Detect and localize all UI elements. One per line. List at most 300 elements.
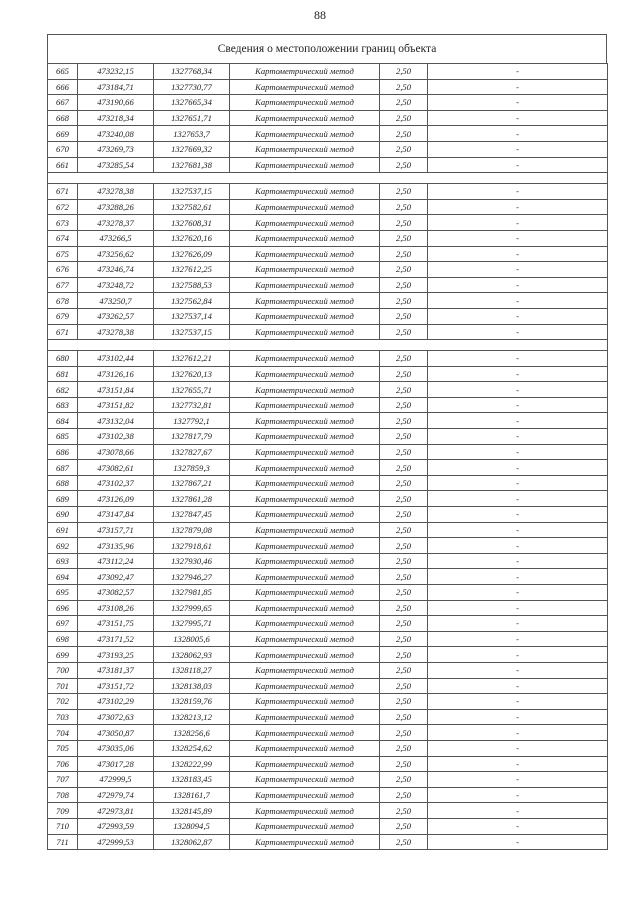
y-coordinate-cell: 1327588,53: [154, 277, 230, 293]
table-row: [48, 507, 608, 523]
table-row: [48, 569, 608, 585]
note-cell: -: [428, 429, 608, 445]
point-number-cell: 674: [48, 230, 78, 246]
x-coordinate-cell: 473151,75: [78, 616, 154, 632]
table-row: [48, 585, 608, 601]
table-row: [48, 475, 608, 491]
group-separator: [48, 173, 608, 184]
y-coordinate-cell: 1328222,99: [154, 756, 230, 772]
point-number-cell: 679: [48, 308, 78, 324]
method-cell: Картометрический метод: [230, 157, 380, 173]
y-coordinate-cell: 1328094,5: [154, 818, 230, 834]
precision-cell: 2,50: [380, 199, 428, 215]
table-row: [48, 324, 608, 340]
precision-cell: 2,50: [380, 64, 428, 80]
x-coordinate-cell: 473181,37: [78, 662, 154, 678]
method-cell: Картометрический метод: [230, 413, 380, 429]
precision-cell: 2,50: [380, 538, 428, 554]
note-cell: -: [428, 756, 608, 772]
note-cell: -: [428, 725, 608, 741]
note-cell: -: [428, 585, 608, 601]
table-row: [48, 351, 608, 367]
y-coordinate-cell: 1327732,81: [154, 397, 230, 413]
table-body: [48, 64, 608, 850]
note-cell: -: [428, 110, 608, 126]
precision-cell: 2,50: [380, 585, 428, 601]
table-row: [48, 600, 608, 616]
y-coordinate-cell: 1328138,03: [154, 678, 230, 694]
table-row: [48, 382, 608, 398]
x-coordinate-cell: 473102,38: [78, 429, 154, 445]
table-row: [48, 413, 608, 429]
point-number-cell: 675: [48, 246, 78, 262]
method-cell: Картометрический метод: [230, 756, 380, 772]
y-coordinate-cell: 1327651,71: [154, 110, 230, 126]
y-coordinate-cell: 1328159,76: [154, 694, 230, 710]
y-coordinate-cell: 1328254,62: [154, 740, 230, 756]
group-separator: [48, 340, 608, 351]
table-row: [48, 293, 608, 309]
precision-cell: 2,50: [380, 553, 428, 569]
y-coordinate-cell: 1328005,6: [154, 631, 230, 647]
point-number-cell: 677: [48, 277, 78, 293]
method-cell: Картометрический метод: [230, 662, 380, 678]
note-cell: -: [428, 569, 608, 585]
table-row: [48, 818, 608, 834]
method-cell: Картометрический метод: [230, 141, 380, 157]
method-cell: Картометрический метод: [230, 397, 380, 413]
y-coordinate-cell: 1327612,25: [154, 262, 230, 278]
y-coordinate-cell: 1327847,45: [154, 507, 230, 523]
table-row: [48, 429, 608, 445]
precision-cell: 2,50: [380, 616, 428, 632]
table-row: [48, 647, 608, 663]
precision-cell: 2,50: [380, 444, 428, 460]
table-row: [48, 553, 608, 569]
x-coordinate-cell: 473151,72: [78, 678, 154, 694]
precision-cell: 2,50: [380, 141, 428, 157]
note-cell: -: [428, 522, 608, 538]
point-number-cell: 689: [48, 491, 78, 507]
precision-cell: 2,50: [380, 277, 428, 293]
x-coordinate-cell: 473035,06: [78, 740, 154, 756]
y-coordinate-cell: 1327655,71: [154, 382, 230, 398]
method-cell: Картометрический метод: [230, 538, 380, 554]
precision-cell: 2,50: [380, 631, 428, 647]
method-cell: Картометрический метод: [230, 324, 380, 340]
note-cell: -: [428, 324, 608, 340]
point-number-cell: 691: [48, 522, 78, 538]
point-number-cell: 684: [48, 413, 78, 429]
x-coordinate-cell: 473278,38: [78, 184, 154, 200]
precision-cell: 2,50: [380, 429, 428, 445]
note-cell: -: [428, 157, 608, 173]
method-cell: Картометрический метод: [230, 631, 380, 647]
x-coordinate-cell: 473266,5: [78, 230, 154, 246]
method-cell: Картометрический метод: [230, 230, 380, 246]
precision-cell: 2,50: [380, 522, 428, 538]
note-cell: -: [428, 382, 608, 398]
note-cell: -: [428, 397, 608, 413]
method-cell: Картометрический метод: [230, 647, 380, 663]
y-coordinate-cell: 1327681,38: [154, 157, 230, 173]
point-number-cell: 695: [48, 585, 78, 601]
precision-cell: 2,50: [380, 600, 428, 616]
method-cell: Картометрический метод: [230, 215, 380, 231]
y-coordinate-cell: 1328118,27: [154, 662, 230, 678]
x-coordinate-cell: 473112,24: [78, 553, 154, 569]
y-coordinate-cell: 1327859,3: [154, 460, 230, 476]
x-coordinate-cell: 473017,28: [78, 756, 154, 772]
point-number-cell: 685: [48, 429, 78, 445]
point-number-cell: 693: [48, 553, 78, 569]
x-coordinate-cell: 473246,74: [78, 262, 154, 278]
point-number-cell: 708: [48, 787, 78, 803]
y-coordinate-cell: 1327608,31: [154, 215, 230, 231]
x-coordinate-cell: 473262,57: [78, 308, 154, 324]
y-coordinate-cell: 1327946,27: [154, 569, 230, 585]
precision-cell: 2,50: [380, 324, 428, 340]
y-coordinate-cell: 1327669,32: [154, 141, 230, 157]
point-number-cell: 666: [48, 79, 78, 95]
x-coordinate-cell: 473126,16: [78, 366, 154, 382]
table-row: [48, 662, 608, 678]
point-number-cell: 700: [48, 662, 78, 678]
precision-cell: 2,50: [380, 413, 428, 429]
y-coordinate-cell: 1327730,77: [154, 79, 230, 95]
precision-cell: 2,50: [380, 475, 428, 491]
table-row: [48, 126, 608, 142]
x-coordinate-cell: 473285,54: [78, 157, 154, 173]
method-cell: Картометрический метод: [230, 678, 380, 694]
table-title: Сведения о местоположении границ объекта: [47, 34, 607, 63]
note-cell: -: [428, 126, 608, 142]
point-number-cell: 702: [48, 694, 78, 710]
precision-cell: 2,50: [380, 569, 428, 585]
method-cell: Картометрический метод: [230, 787, 380, 803]
note-cell: -: [428, 230, 608, 246]
method-cell: Картометрический метод: [230, 725, 380, 741]
precision-cell: 2,50: [380, 491, 428, 507]
x-coordinate-cell: 472999,53: [78, 834, 154, 850]
x-coordinate-cell: 473190,66: [78, 95, 154, 111]
point-number-cell: 680: [48, 351, 78, 367]
table-row: [48, 538, 608, 554]
precision-cell: 2,50: [380, 709, 428, 725]
point-number-cell: 692: [48, 538, 78, 554]
method-cell: Картометрический метод: [230, 308, 380, 324]
point-number-cell: 696: [48, 600, 78, 616]
page-number: 88: [314, 8, 326, 22]
method-cell: Картометрический метод: [230, 351, 380, 367]
y-coordinate-cell: 1328062,87: [154, 834, 230, 850]
point-number-cell: 668: [48, 110, 78, 126]
note-cell: -: [428, 507, 608, 523]
x-coordinate-cell: 473248,72: [78, 277, 154, 293]
method-cell: Картометрический метод: [230, 444, 380, 460]
table-row: [48, 460, 608, 476]
x-coordinate-cell: 473135,96: [78, 538, 154, 554]
point-number-cell: 705: [48, 740, 78, 756]
point-number-cell: 676: [48, 262, 78, 278]
table-row: [48, 64, 608, 80]
x-coordinate-cell: 473092,47: [78, 569, 154, 585]
x-coordinate-cell: 473288,26: [78, 199, 154, 215]
method-cell: Картометрический метод: [230, 600, 380, 616]
note-cell: -: [428, 95, 608, 111]
precision-cell: 2,50: [380, 95, 428, 111]
x-coordinate-cell: 473102,29: [78, 694, 154, 710]
note-cell: -: [428, 366, 608, 382]
note-cell: -: [428, 631, 608, 647]
point-number-cell: 667: [48, 95, 78, 111]
precision-cell: 2,50: [380, 126, 428, 142]
table-row: [48, 694, 608, 710]
table-row: [48, 95, 608, 111]
point-number-cell: 671: [48, 324, 78, 340]
precision-cell: 2,50: [380, 366, 428, 382]
boundary-table: [47, 34, 607, 850]
y-coordinate-cell: 1328213,12: [154, 709, 230, 725]
note-cell: -: [428, 678, 608, 694]
method-cell: Картометрический метод: [230, 818, 380, 834]
precision-cell: 2,50: [380, 157, 428, 173]
x-coordinate-cell: 473126,09: [78, 491, 154, 507]
note-cell: -: [428, 277, 608, 293]
table-row: [48, 787, 608, 803]
table-row: [48, 262, 608, 278]
x-coordinate-cell: 473278,37: [78, 215, 154, 231]
y-coordinate-cell: 1327537,15: [154, 184, 230, 200]
table-row: [48, 277, 608, 293]
table-row: [48, 803, 608, 819]
precision-cell: 2,50: [380, 262, 428, 278]
table-row: [48, 522, 608, 538]
note-cell: -: [428, 246, 608, 262]
separator-cell: [48, 173, 608, 184]
method-cell: Картометрический метод: [230, 460, 380, 476]
method-cell: Картометрический метод: [230, 199, 380, 215]
x-coordinate-cell: 473151,84: [78, 382, 154, 398]
table-row: [48, 834, 608, 850]
method-cell: Картометрический метод: [230, 95, 380, 111]
note-cell: -: [428, 184, 608, 200]
precision-cell: 2,50: [380, 725, 428, 741]
table-row: [48, 725, 608, 741]
point-number-cell: 683: [48, 397, 78, 413]
point-number-cell: 710: [48, 818, 78, 834]
method-cell: Картометрический метод: [230, 569, 380, 585]
x-coordinate-cell: 473184,71: [78, 79, 154, 95]
y-coordinate-cell: 1327981,85: [154, 585, 230, 601]
y-coordinate-cell: 1327792,1: [154, 413, 230, 429]
precision-cell: 2,50: [380, 756, 428, 772]
y-coordinate-cell: 1327562,84: [154, 293, 230, 309]
table-row: [48, 366, 608, 382]
note-cell: -: [428, 740, 608, 756]
x-coordinate-cell: 473193,25: [78, 647, 154, 663]
x-coordinate-cell: 473082,57: [78, 585, 154, 601]
precision-cell: 2,50: [380, 818, 428, 834]
table-row: [48, 110, 608, 126]
x-coordinate-cell: 472999,5: [78, 772, 154, 788]
x-coordinate-cell: 473072,63: [78, 709, 154, 725]
y-coordinate-cell: 1327612,21: [154, 351, 230, 367]
point-number-cell: 661: [48, 157, 78, 173]
precision-cell: 2,50: [380, 308, 428, 324]
precision-cell: 2,50: [380, 694, 428, 710]
note-cell: -: [428, 64, 608, 80]
x-coordinate-cell: 473278,38: [78, 324, 154, 340]
precision-cell: 2,50: [380, 740, 428, 756]
y-coordinate-cell: 1327861,28: [154, 491, 230, 507]
method-cell: Картометрический метод: [230, 293, 380, 309]
note-cell: -: [428, 79, 608, 95]
note-cell: -: [428, 709, 608, 725]
note-cell: -: [428, 538, 608, 554]
precision-cell: 2,50: [380, 507, 428, 523]
precision-cell: 2,50: [380, 351, 428, 367]
note-cell: -: [428, 413, 608, 429]
note-cell: -: [428, 694, 608, 710]
y-coordinate-cell: 1327930,46: [154, 553, 230, 569]
note-cell: -: [428, 803, 608, 819]
y-coordinate-cell: 1327620,16: [154, 230, 230, 246]
precision-cell: 2,50: [380, 110, 428, 126]
precision-cell: 2,50: [380, 397, 428, 413]
method-cell: Картометрический метод: [230, 277, 380, 293]
point-number-cell: 699: [48, 647, 78, 663]
y-coordinate-cell: 1327768,34: [154, 64, 230, 80]
table-row: [48, 79, 608, 95]
table-row: [48, 215, 608, 231]
point-number-cell: 690: [48, 507, 78, 523]
table-row: [48, 631, 608, 647]
precision-cell: 2,50: [380, 246, 428, 262]
precision-cell: 2,50: [380, 662, 428, 678]
point-number-cell: 711: [48, 834, 78, 850]
point-number-cell: 694: [48, 569, 78, 585]
method-cell: Картометрический метод: [230, 110, 380, 126]
precision-cell: 2,50: [380, 184, 428, 200]
table-row: [48, 184, 608, 200]
y-coordinate-cell: 1327879,08: [154, 522, 230, 538]
method-cell: Картометрический метод: [230, 507, 380, 523]
precision-cell: 2,50: [380, 293, 428, 309]
x-coordinate-cell: 473108,26: [78, 600, 154, 616]
table-row: [48, 678, 608, 694]
table-row: [48, 616, 608, 632]
x-coordinate-cell: 473218,34: [78, 110, 154, 126]
x-coordinate-cell: 472979,74: [78, 787, 154, 803]
note-cell: -: [428, 834, 608, 850]
y-coordinate-cell: 1327995,71: [154, 616, 230, 632]
x-coordinate-cell: 473269,73: [78, 141, 154, 157]
method-cell: Картометрический метод: [230, 79, 380, 95]
x-coordinate-cell: 473151,82: [78, 397, 154, 413]
method-cell: Картометрический метод: [230, 246, 380, 262]
table-row: [48, 772, 608, 788]
method-cell: Картометрический метод: [230, 585, 380, 601]
note-cell: -: [428, 460, 608, 476]
y-coordinate-cell: 1328183,45: [154, 772, 230, 788]
table-row: [48, 444, 608, 460]
point-number-cell: 681: [48, 366, 78, 382]
precision-cell: 2,50: [380, 647, 428, 663]
note-cell: -: [428, 787, 608, 803]
y-coordinate-cell: 1327867,21: [154, 475, 230, 491]
method-cell: Картометрический метод: [230, 616, 380, 632]
point-number-cell: 688: [48, 475, 78, 491]
point-number-cell: 678: [48, 293, 78, 309]
table-row: [48, 740, 608, 756]
method-cell: Картометрический метод: [230, 834, 380, 850]
table-row: [48, 141, 608, 157]
method-cell: Картометрический метод: [230, 64, 380, 80]
precision-cell: 2,50: [380, 460, 428, 476]
precision-cell: 2,50: [380, 772, 428, 788]
method-cell: Картометрический метод: [230, 184, 380, 200]
method-cell: Картометрический метод: [230, 126, 380, 142]
method-cell: Картометрический метод: [230, 740, 380, 756]
table-row: [48, 246, 608, 262]
method-cell: Картометрический метод: [230, 803, 380, 819]
y-coordinate-cell: 1327537,14: [154, 308, 230, 324]
point-number-cell: 686: [48, 444, 78, 460]
table-row: [48, 709, 608, 725]
note-cell: -: [428, 772, 608, 788]
table-row: [48, 157, 608, 173]
x-coordinate-cell: 472993,59: [78, 818, 154, 834]
method-cell: Картометрический метод: [230, 553, 380, 569]
x-coordinate-cell: 473232,15: [78, 64, 154, 80]
method-cell: Картометрический метод: [230, 694, 380, 710]
point-number-cell: 706: [48, 756, 78, 772]
method-cell: Картометрический метод: [230, 709, 380, 725]
note-cell: -: [428, 199, 608, 215]
method-cell: Картометрический метод: [230, 491, 380, 507]
point-number-cell: 709: [48, 803, 78, 819]
x-coordinate-cell: 473171,52: [78, 631, 154, 647]
y-coordinate-cell: 1328161,7: [154, 787, 230, 803]
precision-cell: 2,50: [380, 215, 428, 231]
x-coordinate-cell: 473078,66: [78, 444, 154, 460]
note-cell: -: [428, 475, 608, 491]
note-cell: -: [428, 616, 608, 632]
y-coordinate-cell: 1327653,7: [154, 126, 230, 142]
method-cell: Картометрический метод: [230, 522, 380, 538]
x-coordinate-cell: 472973,81: [78, 803, 154, 819]
separator-cell: [48, 340, 608, 351]
y-coordinate-cell: 1327999,65: [154, 600, 230, 616]
method-cell: Картометрический метод: [230, 262, 380, 278]
note-cell: -: [428, 491, 608, 507]
table-row: [48, 491, 608, 507]
x-coordinate-cell: 473157,71: [78, 522, 154, 538]
point-number-cell: 665: [48, 64, 78, 80]
point-number-cell: 671: [48, 184, 78, 200]
note-cell: -: [428, 818, 608, 834]
note-cell: -: [428, 662, 608, 678]
precision-cell: 2,50: [380, 382, 428, 398]
note-cell: -: [428, 647, 608, 663]
x-coordinate-cell: 473132,04: [78, 413, 154, 429]
point-number-cell: 698: [48, 631, 78, 647]
y-coordinate-cell: 1327665,34: [154, 95, 230, 111]
point-number-cell: 687: [48, 460, 78, 476]
note-cell: -: [428, 293, 608, 309]
table-row: [48, 230, 608, 246]
